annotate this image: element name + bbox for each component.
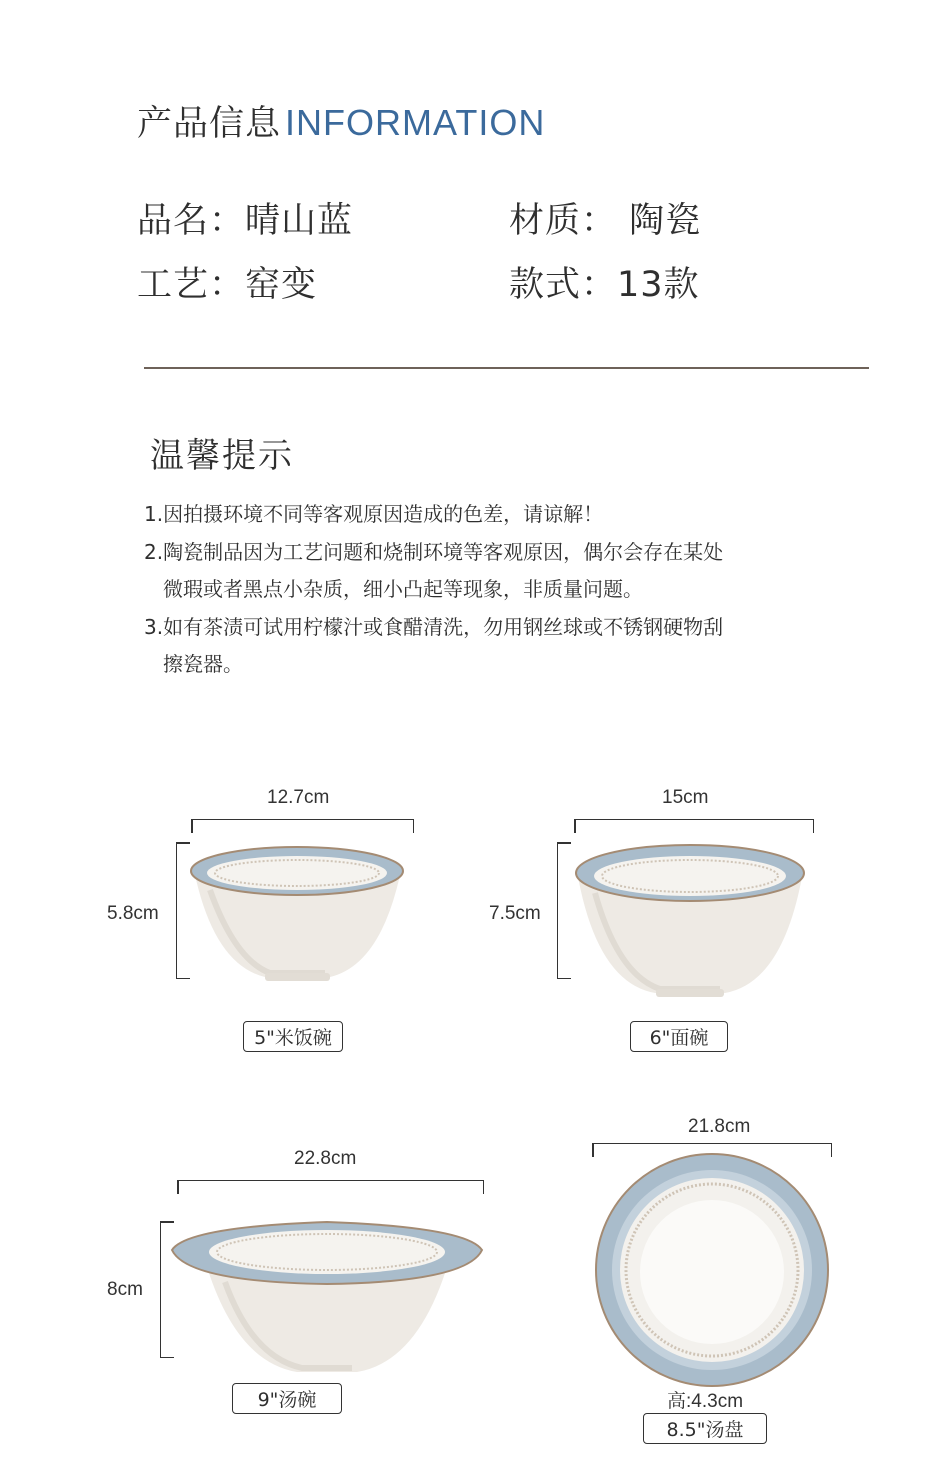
rice-bowl-image — [185, 835, 410, 985]
spec-material: 材质： 陶瓷 — [509, 201, 702, 241]
soup-bowl-width-bracket — [177, 1180, 484, 1194]
soup-plate-image — [592, 1150, 832, 1390]
noodle-bowl-label: 6"面碗 — [630, 1021, 728, 1052]
rice-bowl-width: 12.7cm — [267, 787, 330, 808]
tip-line-2: 2.陶瓷制品因为工艺问题和烧制环境等客观原因，偶尔会存在某处 — [144, 540, 724, 564]
spec-name: 品名：晴山蓝 — [137, 201, 354, 241]
info-header — [137, 96, 545, 146]
tip-line-3: 3.如有茶渍可试用柠檬汁或食醋清洗，勿用钢丝球或不锈钢硬物刮 — [144, 615, 724, 639]
noodle-bowl-height-bracket — [557, 842, 571, 979]
info-title-en: INFORMATION — [285, 102, 546, 143]
soup-bowl-label: 9"汤碗 — [232, 1383, 342, 1414]
noodle-bowl-width: 15cm — [662, 787, 709, 808]
soup-plate-label: 8.5"汤盘 — [643, 1413, 767, 1444]
info-title-cn: 产品信息 — [137, 104, 282, 144]
rice-bowl-label: 5"米饭碗 — [243, 1021, 343, 1052]
tip-line-2-cont: 微瑕或者黑点小杂质，细小凸起等现象，非质量问题。 — [163, 577, 643, 601]
soup-bowl-image — [167, 1212, 487, 1377]
spec-styles: 款式：13款 — [509, 265, 700, 305]
noodle-bowl-width-bracket — [574, 819, 814, 833]
noodle-bowl-image — [570, 835, 810, 1000]
tip-line-1: 1.因拍摄环境不同等客观原因造成的色差，请谅解！ — [144, 502, 604, 526]
soup-plate-width: 21.8cm — [688, 1116, 751, 1137]
section-divider — [144, 367, 869, 369]
soup-plate-height: 高:4.3cm — [667, 1391, 744, 1412]
soup-bowl-width: 22.8cm — [294, 1148, 357, 1169]
rice-bowl-height: 5.8cm — [107, 903, 159, 924]
spec-craft: 工艺：窑变 — [137, 265, 318, 305]
noodle-bowl-height: 7.5cm — [489, 903, 541, 924]
rice-bowl-width-bracket — [191, 819, 414, 833]
tip-line-3-cont: 擦瓷器。 — [163, 652, 243, 676]
soup-bowl-height: 8cm — [107, 1279, 143, 1300]
tips-title: 温馨提示 — [150, 436, 294, 476]
